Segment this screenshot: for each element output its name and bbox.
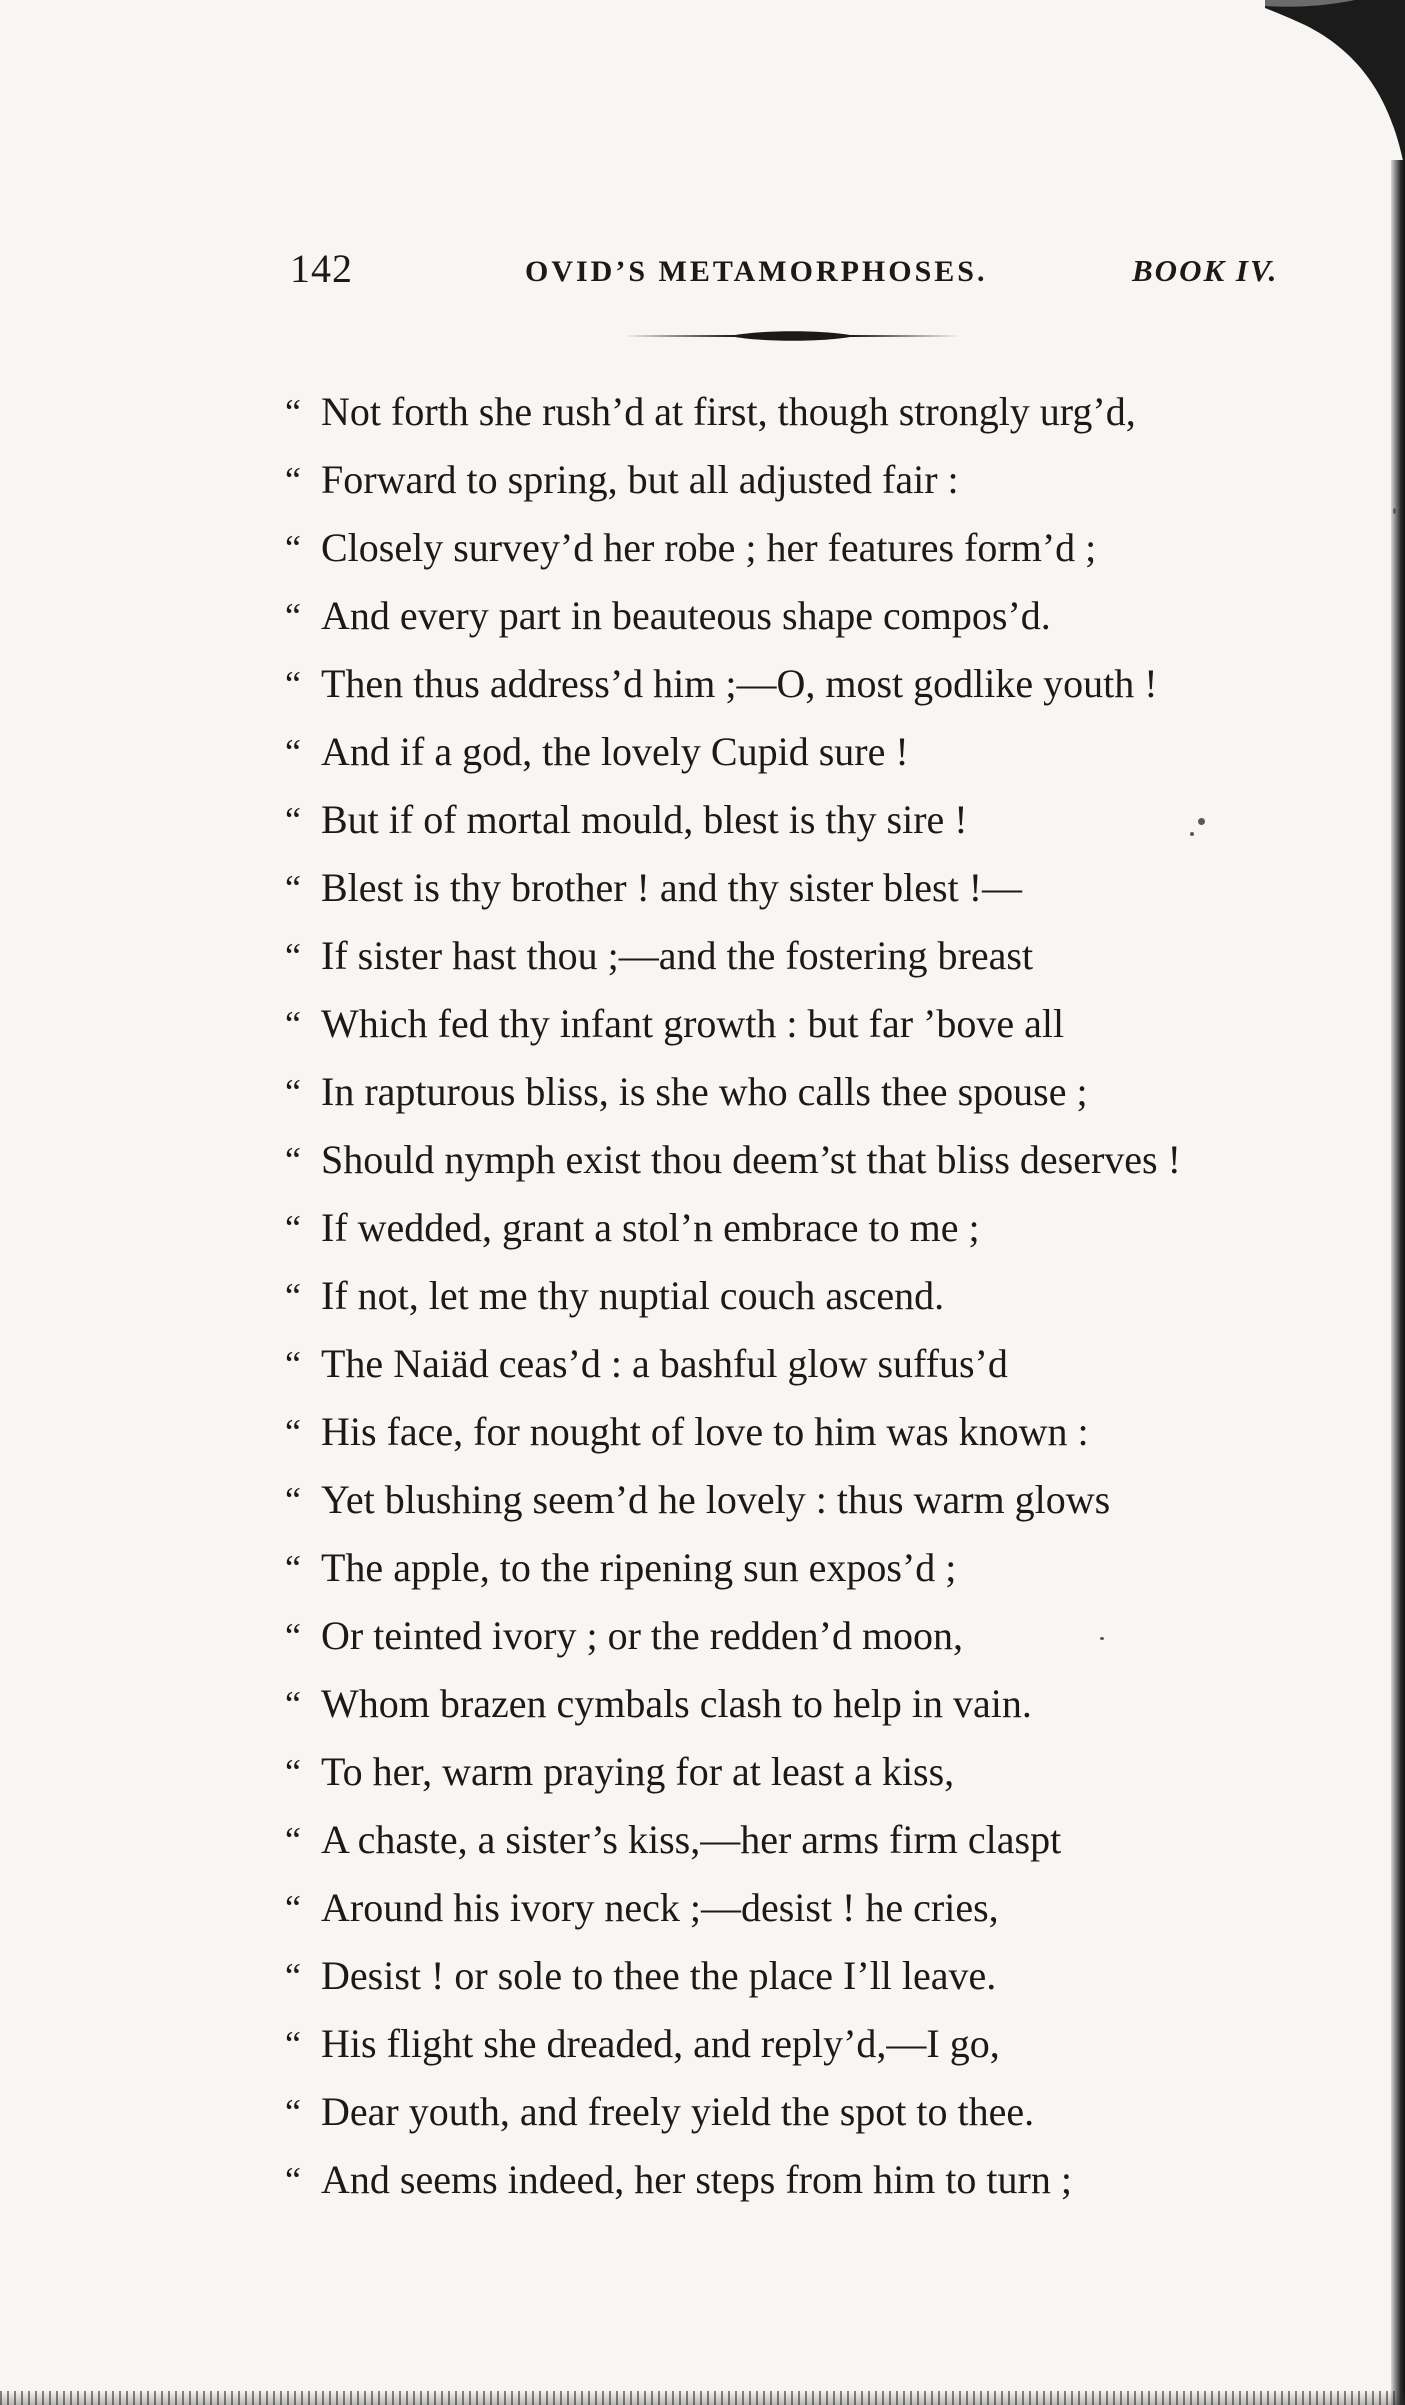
opening-quote-mark: “ bbox=[285, 732, 301, 772]
verse-line-text: The apple, to the ripening sun expos’d ; bbox=[321, 1545, 957, 1590]
verse-line bbox=[285, 718, 1285, 786]
ink-speck bbox=[1393, 508, 1396, 514]
opening-quote-mark: “ bbox=[285, 1548, 301, 1588]
verse-block bbox=[285, 378, 1285, 2214]
verse-line-text: The Naiäd ceas’d : a bashful glow suffus’d bbox=[321, 1341, 1008, 1386]
opening-quote-mark: “ bbox=[285, 800, 301, 840]
ink-speck bbox=[1190, 832, 1194, 836]
verse-line-text: And if a god, the lovely Cupid sure ! bbox=[321, 729, 909, 774]
verse-line bbox=[285, 786, 1285, 854]
opening-quote-mark: “ bbox=[285, 596, 301, 636]
ink-speck bbox=[1100, 1637, 1104, 1640]
page-bottom-edge bbox=[0, 2391, 1405, 2405]
verse-line bbox=[285, 514, 1285, 582]
verse-line-text: In rapturous bliss, is she who calls thee spouse ; bbox=[321, 1069, 1088, 1114]
page-right-edge bbox=[1391, 160, 1405, 2405]
verse-line-text: A chaste, a sister’s kiss,—her arms firm claspt bbox=[321, 1817, 1062, 1862]
opening-quote-mark: “ bbox=[285, 1480, 301, 1520]
verse-line bbox=[285, 990, 1285, 1058]
page-corner-shadow bbox=[1265, 0, 1405, 170]
verse-line bbox=[285, 1126, 1285, 1194]
verse-line bbox=[285, 1602, 1285, 1670]
opening-quote-mark: “ bbox=[285, 1344, 301, 1384]
verse-line-text: Forward to spring, but all adjusted fair : bbox=[321, 457, 959, 502]
opening-quote-mark: “ bbox=[285, 1140, 301, 1180]
header-rule bbox=[625, 330, 960, 342]
opening-quote-mark: “ bbox=[285, 1072, 301, 1112]
verse-line bbox=[285, 378, 1285, 446]
opening-quote-mark: “ bbox=[285, 2024, 301, 2064]
opening-quote-mark: “ bbox=[285, 936, 301, 976]
page-number: 142 bbox=[290, 246, 353, 291]
verse-line-text: If not, let me thy nuptial couch ascend. bbox=[321, 1273, 945, 1318]
verse-line-text: Should nymph exist thou deem’st that bliss deserves ! bbox=[321, 1137, 1181, 1182]
verse-line bbox=[285, 650, 1285, 718]
verse-line bbox=[285, 1942, 1285, 2010]
opening-quote-mark: “ bbox=[285, 1616, 301, 1656]
verse-line bbox=[285, 2078, 1285, 2146]
verse-line-text: Desist ! or sole to thee the place I’ll leave. bbox=[321, 1953, 997, 1998]
verse-line-text: And seems indeed, her steps from him to turn ; bbox=[321, 2157, 1072, 2202]
opening-quote-mark: “ bbox=[285, 528, 301, 568]
running-header bbox=[0, 245, 1405, 305]
opening-quote-mark: “ bbox=[285, 868, 301, 908]
opening-quote-mark: “ bbox=[285, 1276, 301, 1316]
verse-line bbox=[285, 1466, 1285, 1534]
verse-line bbox=[285, 1670, 1285, 1738]
verse-line-text: His face, for nought of love to him was known : bbox=[321, 1409, 1089, 1454]
ink-speck bbox=[1198, 818, 1205, 825]
verse-line bbox=[285, 1738, 1285, 1806]
opening-quote-mark: “ bbox=[285, 460, 301, 500]
verse-line-text: Yet blushing seem’d he lovely : thus warm glows bbox=[321, 1477, 1111, 1522]
verse-line-text: Blest is thy brother ! and thy sister blest !— bbox=[321, 865, 1023, 910]
verse-line-text: Not forth she rush’d at first, though strongly urg’d, bbox=[321, 389, 1136, 434]
opening-quote-mark: “ bbox=[285, 392, 301, 432]
opening-quote-mark: “ bbox=[285, 664, 301, 704]
verse-line bbox=[285, 854, 1285, 922]
verse-line-text: Then thus address’d him ;—O, most godlike youth ! bbox=[321, 661, 1158, 706]
verse-line bbox=[285, 922, 1285, 990]
opening-quote-mark: “ bbox=[285, 1752, 301, 1792]
verse-line-text: Which fed thy infant growth : but far ’bove all bbox=[321, 1001, 1065, 1046]
verse-line bbox=[285, 2010, 1285, 2078]
verse-line bbox=[285, 446, 1285, 514]
verse-line-text: Dear youth, and freely yield the spot to thee. bbox=[321, 2089, 1035, 2134]
opening-quote-mark: “ bbox=[285, 2092, 301, 2132]
running-title: OVID’S METAMORPHOSES. bbox=[525, 255, 988, 288]
verse-line bbox=[285, 1398, 1285, 1466]
verse-line-text: Around his ivory neck ;—desist ! he cries, bbox=[321, 1885, 999, 1930]
verse-line bbox=[285, 582, 1285, 650]
opening-quote-mark: “ bbox=[285, 1820, 301, 1860]
verse-line bbox=[285, 1874, 1285, 1942]
verse-line-text: To her, warm praying for at least a kiss, bbox=[321, 1749, 955, 1794]
verse-line bbox=[285, 1058, 1285, 1126]
book-label: BOOK IV. bbox=[1132, 253, 1279, 288]
verse-line-text: But if of mortal mould, blest is thy sire ! bbox=[321, 797, 968, 842]
verse-line-text: If wedded, grant a stol’n embrace to me ; bbox=[321, 1205, 980, 1250]
opening-quote-mark: “ bbox=[285, 2160, 301, 2200]
opening-quote-mark: “ bbox=[285, 1956, 301, 1996]
verse-line-text: Or teinted ivory ; or the redden’d moon, bbox=[321, 1613, 964, 1658]
verse-line bbox=[285, 1806, 1285, 1874]
verse-line-text: His flight she dreaded, and reply’d,—I go, bbox=[321, 2021, 1000, 2066]
opening-quote-mark: “ bbox=[285, 1208, 301, 1248]
verse-line-text: If sister hast thou ;—and the fostering breast bbox=[321, 933, 1034, 978]
opening-quote-mark: “ bbox=[285, 1684, 301, 1724]
opening-quote-mark: “ bbox=[285, 1412, 301, 1452]
opening-quote-mark: “ bbox=[285, 1888, 301, 1928]
opening-quote-mark: “ bbox=[285, 1004, 301, 1044]
verse-line-text: Closely survey’d her robe ; her features form’d ; bbox=[321, 525, 1097, 570]
verse-line bbox=[285, 1194, 1285, 1262]
verse-line bbox=[285, 2146, 1285, 2214]
verse-line-text: And every part in beauteous shape compos’d. bbox=[321, 593, 1051, 638]
verse-line bbox=[285, 1534, 1285, 1602]
verse-line-text: Whom brazen cymbals clash to help in vain. bbox=[321, 1681, 1032, 1726]
verse-line bbox=[285, 1330, 1285, 1398]
verse-line bbox=[285, 1262, 1285, 1330]
